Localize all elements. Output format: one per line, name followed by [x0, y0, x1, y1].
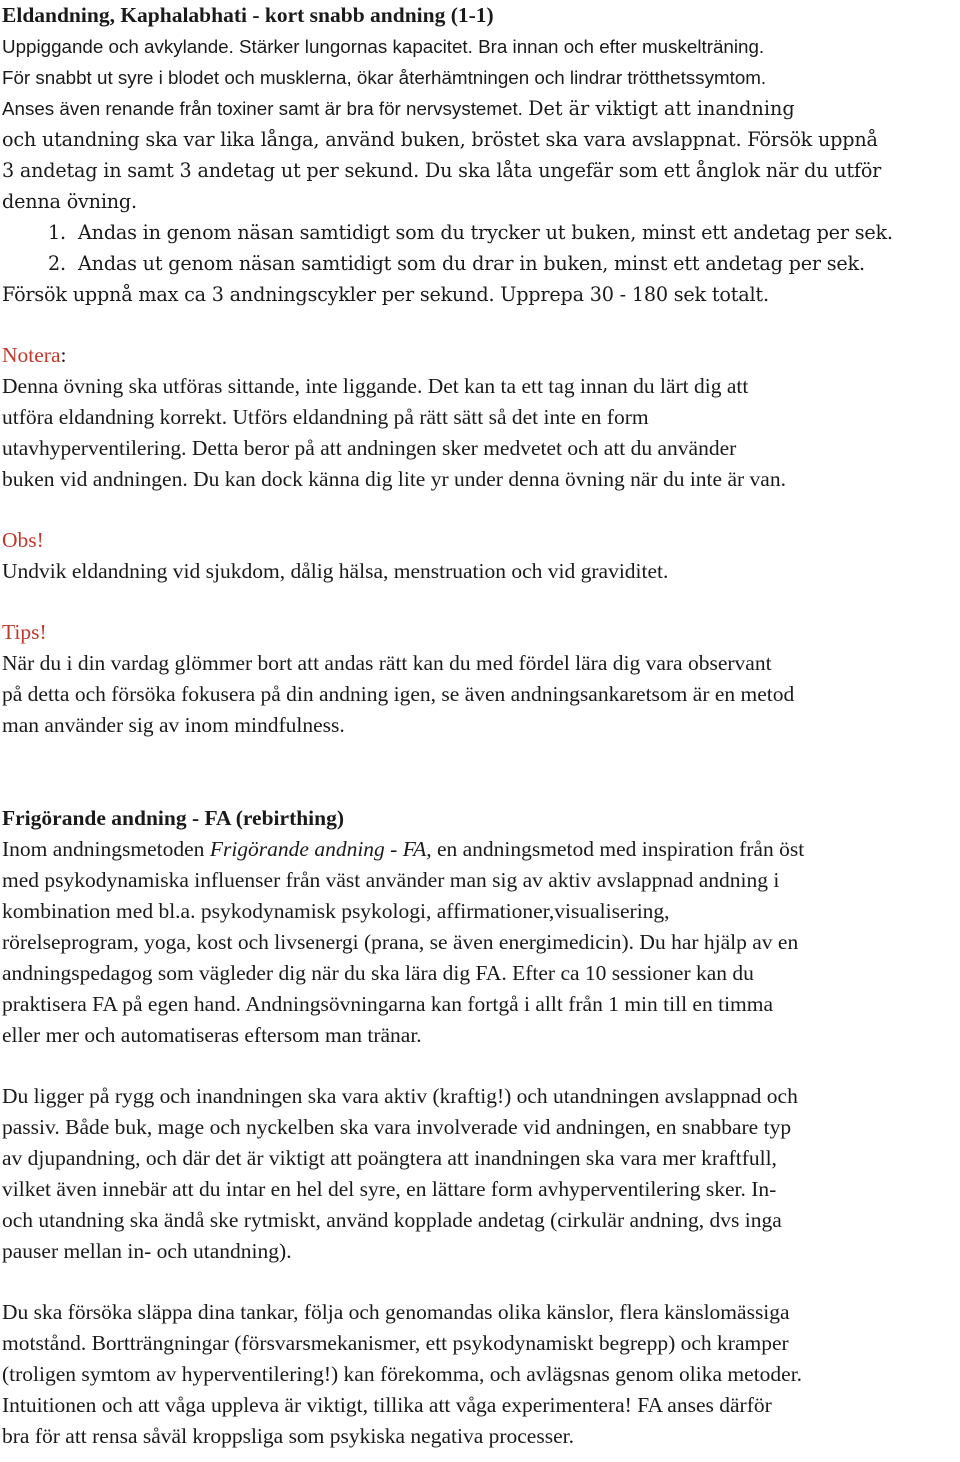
text-line: För snabbt ut syre i blodet och musklerna, ökar återhämtningen och lindrar trötthetssymtom. [2, 67, 767, 88]
tips-label: Tips! [2, 620, 47, 644]
text-line: Försök uppnå max ca 3 andningscykler per sekund. Upprepa 30 - 180 sek totalt. [2, 283, 769, 306]
text-line: 3 andetag in samt 3 andetag ut per sekund. Du ska låta ungefär som ett ånglok när du utför [2, 159, 882, 182]
section-title-eldandning: Eldandning, Kaphalabhati - kort snabb andning (1-1) [2, 3, 494, 27]
text-line: andningspedagog som vägleder dig när du ska lära dig FA. Efter ca 10 sessioner kan du [2, 961, 754, 985]
step-number: 2. [48, 252, 66, 275]
text-line: buken vid andningen. Du kan dock känna dig lite yr under denna övning när du inte är van. [2, 467, 786, 491]
intro-suffix: en andningsmetod med inspiration från öst [431, 837, 805, 861]
step-item [2, 248, 960, 279]
text-line: och utandning ska var lika långa, använd buken, bröstet ska vara avslappnat. Försök uppnå [2, 128, 878, 151]
text-line: utavhyperventilering. Detta beror på att andningen sker medvetet och att du använder [2, 436, 737, 460]
text-line-part: Det är viktigt att inandning [528, 97, 795, 120]
text-line: man använder sig av inom mindfulness. [2, 713, 345, 737]
step-item [2, 217, 960, 248]
text-line: och utandning ska ändå ske rytmiskt, använd kopplade andetag (cirkulär andning, dvs inga [2, 1208, 782, 1232]
text-line: Du ska försöka släppa dina tankar, följa och genomandas olika känslor, flera känslomässiga [2, 1300, 790, 1324]
text-line: När du i din vardag glömmer bort att andas rätt kan du med fördel lära dig vara observant [2, 651, 772, 675]
text-line: denna övning. [2, 190, 137, 213]
obs-label: Obs! [2, 528, 44, 552]
text-line: motstånd. Bortträngningar (försvarsmekanismer, ett psykodynamiskt begrepp) och kramper [2, 1331, 789, 1355]
section-title-frigorande: Frigörande andning - FA (rebirthing) [2, 806, 345, 830]
intro-prefix: Inom andningsmetoden [2, 837, 210, 861]
text-line [2, 834, 960, 865]
text-line: passiv. Både buk, mage och nyckelben ska vara involverade vid andningen, en snabbare typ [2, 1115, 792, 1139]
note-colon: : [60, 343, 67, 367]
text-line: eller mer och automatiseras eftersom man tränar. [2, 1023, 422, 1047]
text-line: Denna övning ska utföras sittande, inte liggande. Det kan ta ett tag innan du lärt dig att [2, 374, 749, 398]
text-line: Intuitionen och att våga uppleva är viktigt, tillika att våga experimentera! FA anses därför [2, 1393, 772, 1417]
note-label: Notera [2, 343, 61, 367]
text-line: Undvik eldandning vid sjukdom, dålig hälsa, menstruation och vid graviditet. [2, 559, 669, 583]
text-line: pauser mellan in- och utandning). [2, 1239, 292, 1263]
text-line: utföra eldandning korrekt. Utförs eldandning på rätt sätt så det inte en form [2, 405, 649, 429]
text-line: Du ligger på rygg och inandningen ska vara aktiv (kraftig!) och utandningen avslappnad och [2, 1084, 798, 1108]
text-line: kombination med bl.a. psykodynamisk psykologi, affirmationer,visualisering, [2, 899, 670, 923]
text-line: praktisera FA på egen hand. Andningsövningarna kan fortgå i allt från 1 min till en timma [2, 992, 774, 1016]
step-text: Andas ut genom näsan samtidigt som du drar in buken, minst ett andetag per sek. [78, 252, 865, 275]
step-number: 1. [48, 221, 66, 244]
text-line: med psykodynamiska influenser från väst använder man sig av aktiv avslappnad andning i [2, 868, 780, 892]
text-line: (troligen symtom av hyperventilering!) kan förekomma, och avlägsnas genom olika metoder. [2, 1362, 803, 1386]
text-line: bra för att rensa såväl kroppsliga som psykiska negativa processer. [2, 1424, 574, 1448]
text-line-part: Anses även renande från toxiner samt är bra för nervsystemet. [2, 98, 529, 119]
step-text: Andas in genom näsan samtidigt som du trycker ut buken, minst ett andetag per sek. [78, 221, 893, 244]
text-line: på detta och försöka fokusera på din andning igen, se även andningsankaretsom är en metod [2, 682, 795, 706]
text-line [2, 93, 960, 124]
method-name: Frigörande andning - FA, [209, 837, 432, 861]
note-heading [2, 340, 960, 371]
text-line: Uppiggande och avkylande. Stärker lungornas kapacitet. Bra innan och efter muskelträning. [2, 36, 765, 57]
text-line: av djupandning, och där det är viktigt att poängtera att inandningen ska vara mer kraftfull, [2, 1146, 777, 1170]
text-line: vilket även innebär att du intar en hel del syre, en lättare form avhyperventilering sker. In- [2, 1177, 777, 1201]
text-line: rörelseprogram, yoga, kost och livsenergi (prana, se även energimedicin). Du har hjälp av en [2, 930, 799, 954]
